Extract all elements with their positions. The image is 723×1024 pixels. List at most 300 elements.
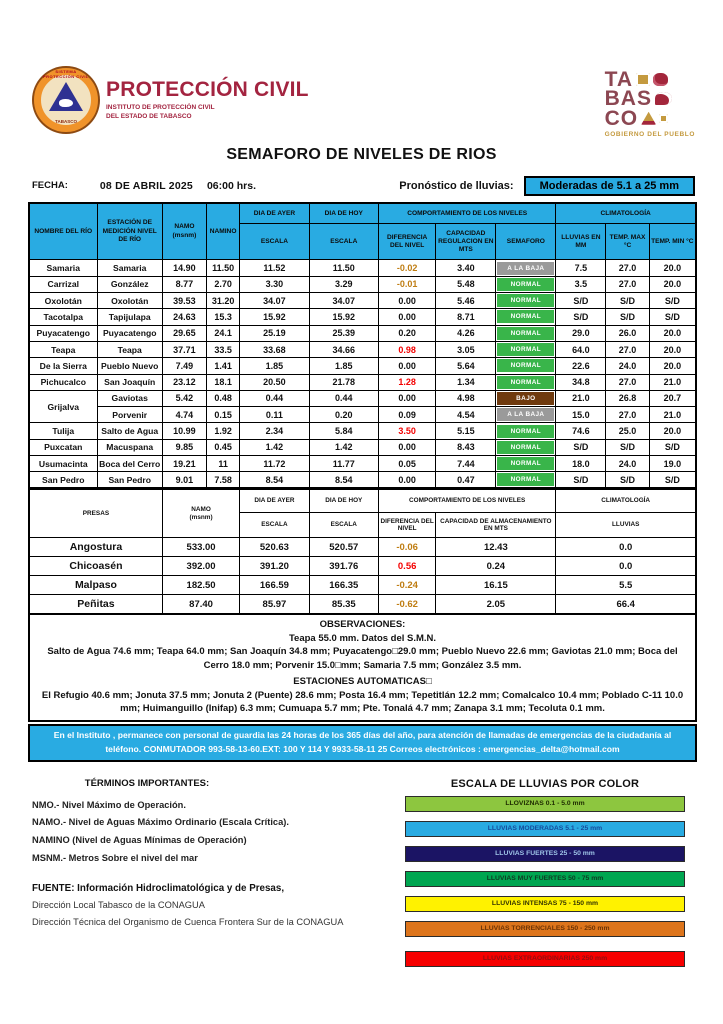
lluvias-value: 21.0 <box>556 390 606 406</box>
semaforo-badge: A LA BAJA <box>497 262 554 275</box>
station-name: Teapa <box>97 341 162 357</box>
presa-escala-ayer-value: 166.59 <box>240 576 309 595</box>
presa-row <box>29 595 696 614</box>
presa-escala-hoy-value: 391.76 <box>309 557 378 576</box>
org-subtitle-line1: INSTITUTO DE PROTECCIÓN CIVIL <box>106 104 215 111</box>
namo-value: 4.74 <box>162 407 206 423</box>
temp-min-value: S/D <box>649 293 696 309</box>
presa-row <box>29 557 696 576</box>
fecha-label: FECHA: <box>32 180 68 192</box>
river-row <box>29 472 696 489</box>
namo-value: 19.21 <box>162 456 206 472</box>
lluvias-value: 29.0 <box>556 325 606 341</box>
org-subtitle <box>106 104 309 122</box>
namino-value: 1.92 <box>206 423 239 439</box>
org-subtitle-line2: DEL ESTADO DE TABASCO <box>106 112 192 120</box>
presa-name: Peñitas <box>29 595 162 614</box>
capacidad-value: 4.26 <box>436 325 496 341</box>
presa-lluvias-value: 0.0 <box>556 538 696 557</box>
presa-lluvias-value: 66.4 <box>556 595 696 614</box>
river-name: Samaria <box>29 260 97 276</box>
semaforo-status-badge <box>496 341 556 357</box>
diferencia-value: 3.50 <box>378 423 435 439</box>
escala-bar-fuertes: LLUVIAS FUERTES 25 - 50 mm <box>405 846 685 862</box>
seal-top-text: SISTEMA PROTECCIÓN CIVIL <box>42 69 89 79</box>
col-temp-min: TEMP. MIN °C <box>649 224 696 260</box>
presa-capacidad-value: 16.15 <box>436 576 556 595</box>
escala-ayer-value: 34.07 <box>240 293 309 309</box>
temp-min-value: 20.7 <box>649 390 696 406</box>
header <box>0 0 723 138</box>
lluvias-value: S/D <box>556 309 606 325</box>
capacidad-value: 5.64 <box>436 358 496 374</box>
semaforo-badge: NORMAL <box>497 457 554 470</box>
namino-value: 0.15 <box>206 407 239 423</box>
temp-max-value: 27.0 <box>606 260 649 276</box>
temp-min-value: 20.0 <box>649 341 696 357</box>
col-presas-comportamiento: COMPORTAMIENTO DE LOS NIVELES <box>378 490 555 513</box>
col-presas: PRESAS <box>29 490 162 538</box>
station-name: González <box>97 276 162 292</box>
escala-ayer-value: 33.68 <box>240 341 309 357</box>
semaforo-status-badge <box>496 407 556 423</box>
capacidad-value: 3.40 <box>436 260 496 276</box>
col-estacion: ESTACIÓN DE MEDICIÓN NIVEL DE RÍO <box>97 203 162 260</box>
seal-emblem-icon <box>59 99 73 107</box>
semaforo-status-badge <box>496 390 556 406</box>
semaforo-status-badge <box>496 472 556 489</box>
temp-max-value: S/D <box>606 309 649 325</box>
namino-value: 7.58 <box>206 472 239 489</box>
namo-value: 8.77 <box>162 276 206 292</box>
escala-ayer-value: 25.19 <box>240 325 309 341</box>
river-row <box>29 260 696 276</box>
capacidad-value: 4.54 <box>436 407 496 423</box>
river-name: Carrizal <box>29 276 97 292</box>
river-row <box>29 325 696 341</box>
namo-value: 24.63 <box>162 309 206 325</box>
escala-hoy-value: 25.39 <box>309 325 378 341</box>
escala-ayer-value: 3.30 <box>240 276 309 292</box>
col-capacidad: CAPACIDAD REGULACION EN MTS <box>436 224 496 260</box>
presa-capacidad-value: 0.24 <box>436 557 556 576</box>
lluvias-value: S/D <box>556 293 606 309</box>
river-name: Tulija <box>29 423 97 439</box>
namino-value: 24.1 <box>206 325 239 341</box>
river-name: Oxolotán <box>29 293 97 309</box>
station-name: Puyacatengo <box>97 325 162 341</box>
rivers-table-header <box>29 203 696 260</box>
semaforo-badge: NORMAL <box>497 441 554 454</box>
semaforo-status-badge <box>496 325 556 341</box>
temp-min-value: 19.0 <box>649 456 696 472</box>
escala-hoy-value: 34.66 <box>309 341 378 357</box>
semaforo-badge: NORMAL <box>497 376 554 389</box>
lluvias-value: 22.6 <box>556 358 606 374</box>
col-presas-escala-hoy: ESCALA <box>309 513 378 538</box>
org-text <box>106 68 309 122</box>
presa-diferencia-value: -0.06 <box>378 538 435 557</box>
namo-value: 29.65 <box>162 325 206 341</box>
presas-namo-line1: NAMO <box>191 506 211 514</box>
temp-min-value: 21.0 <box>649 407 696 423</box>
bottom-section <box>32 778 695 976</box>
escala-ayer-value: 1.85 <box>240 358 309 374</box>
diferencia-value: 0.05 <box>378 456 435 472</box>
capacidad-value: 5.46 <box>436 293 496 309</box>
namino-value: 0.45 <box>206 439 239 455</box>
semaforo-status-badge <box>496 309 556 325</box>
temp-min-value: 20.0 <box>649 276 696 292</box>
observaciones-line2: Salto de Agua 74.6 mm; Teapa 64.0 mm; San Joaquín 34.8 mm; Puyacatengo□29.0 mm; Pueblo Nuevo 22.6 mm; Gaviotas 21.0 mm; Boca del Cerro 18.0 mm; Porvenir 15.0□mm; Samaria 7.5 mm; González 3.5 mm. <box>47 646 678 672</box>
tabasco-word-line3: CO <box>604 106 639 130</box>
col-escala-ayer: ESCALA <box>240 224 309 260</box>
presa-row <box>29 538 696 557</box>
river-row <box>29 407 696 423</box>
col-presas-capacidad: CAPACIDAD DE ALMACENAMIENTO EN MTS <box>436 513 556 538</box>
diferencia-value: 0.00 <box>378 358 435 374</box>
river-row <box>29 374 696 390</box>
escala-ayer-value: 0.44 <box>240 390 309 406</box>
temp-min-value: 20.0 <box>649 325 696 341</box>
capacidad-value: 3.05 <box>436 341 496 357</box>
semaforo-status-badge <box>496 276 556 292</box>
col-presas-diferencia: DIFERENCIA DEL NIVEL <box>378 513 435 538</box>
diferencia-value: 0.00 <box>378 439 435 455</box>
semaforo-badge: A LA BAJA <box>497 408 554 421</box>
diferencia-value: -0.01 <box>378 276 435 292</box>
semaforo-badge: NORMAL <box>497 473 554 486</box>
escala-ayer-value: 15.92 <box>240 309 309 325</box>
escala-bar-lloviznas: LLOVIZNAS 0.1 - 5.0 mm <box>405 796 685 812</box>
presa-name: Angostura <box>29 538 162 557</box>
escala-hoy-value: 5.84 <box>309 423 378 439</box>
col-climatologia: CLIMATOLOGÍA <box>556 203 696 224</box>
tabasco-word-line2: BAS <box>604 87 652 111</box>
presa-name: Chicoasén <box>29 557 162 576</box>
temp-min-value: 20.0 <box>649 260 696 276</box>
escala-hoy-value: 11.77 <box>309 456 378 472</box>
temp-max-value: S/D <box>606 293 649 309</box>
capacidad-value: 5.48 <box>436 276 496 292</box>
estaciones-title: ESTACIONES AUTOMATICAS□ <box>293 675 432 687</box>
capacidad-value: 7.44 <box>436 456 496 472</box>
river-name: Teapa <box>29 341 97 357</box>
col-presas-ayer: DIA DE AYER <box>240 490 309 513</box>
hora-value: 06:00 hrs. <box>206 179 256 192</box>
escala-hoy-value: 15.92 <box>309 309 378 325</box>
presa-capacidad-value: 2.05 <box>436 595 556 614</box>
page-title: SEMAFORO DE NIVELES DE RIOS <box>226 145 497 163</box>
lluvias-value: S/D <box>556 472 606 489</box>
namino-value: 0.48 <box>206 390 239 406</box>
gold-pattern-small-icon <box>659 114 668 123</box>
lluvias-value: 64.0 <box>556 341 606 357</box>
fuente-line2: Dirección Local Tabasco de la CONAGUA <box>32 900 205 911</box>
diferencia-value: -0.02 <box>378 260 435 276</box>
presa-namo-value: 182.50 <box>162 576 239 595</box>
presa-diferencia-value: 0.56 <box>378 557 435 576</box>
tabasco-logo <box>605 68 695 138</box>
semaforo-status-badge <box>496 439 556 455</box>
termino-namino: NAMINO (Nivel de Aguas Mínimas de Operación) <box>32 834 247 845</box>
river-row <box>29 423 696 439</box>
observaciones-title: OBSERVACIONES: <box>319 618 406 630</box>
semaforo-badge: NORMAL <box>497 294 554 307</box>
namo-value: 5.42 <box>162 390 206 406</box>
semaforo-badge: NORMAL <box>497 359 554 372</box>
col-escala-hoy: ESCALA <box>309 224 378 260</box>
lluvias-value: 3.5 <box>556 276 606 292</box>
temp-max-value: 27.0 <box>606 276 649 292</box>
col-dia-ayer: DIA DE AYER <box>240 203 309 224</box>
escala-bar-intensas: LLUVIAS INTENSAS 75 - 150 mm <box>405 896 685 912</box>
temp-max-value: 24.0 <box>606 456 649 472</box>
lluvias-value: S/D <box>556 439 606 455</box>
escala-hoy-value: 21.78 <box>309 374 378 390</box>
station-name: Gaviotas <box>97 390 162 406</box>
col-temp-max: TEMP. MAX °C <box>606 224 649 260</box>
temp-max-value: 27.0 <box>606 407 649 423</box>
termino-nmo: NMO.- Nivel Máximo de Operación. <box>32 799 186 810</box>
date-row <box>32 176 695 196</box>
presa-lluvias-value: 0.0 <box>556 557 696 576</box>
capacidad-value: 4.98 <box>436 390 496 406</box>
lluvias-value: 34.8 <box>556 374 606 390</box>
river-name: Tacotalpa <box>29 309 97 325</box>
semaforo-status-badge <box>496 456 556 472</box>
river-name: De la Sierra <box>29 358 97 374</box>
escala-ayer-value: 20.50 <box>240 374 309 390</box>
presa-escala-hoy-value: 520.57 <box>309 538 378 557</box>
proteccion-civil-seal-logo <box>34 68 98 132</box>
namino-value: 1.41 <box>206 358 239 374</box>
pronostico-label: Pronóstico de lluvias: <box>399 179 514 192</box>
col-presas-escala-ayer: ESCALA <box>240 513 309 538</box>
escala-hoy-value: 1.42 <box>309 439 378 455</box>
escala-ayer-value: 8.54 <box>240 472 309 489</box>
river-name: San Pedro <box>29 472 97 489</box>
escala-hoy-value: 1.85 <box>309 358 378 374</box>
namo-value: 39.53 <box>162 293 206 309</box>
presa-namo-value: 87.40 <box>162 595 239 614</box>
terminos-block <box>32 778 392 976</box>
col-nombre: NOMBRE DEL RÍO <box>29 203 97 260</box>
river-row <box>29 309 696 325</box>
col-lluvias: LLUVIAS EN MM <box>556 224 606 260</box>
presa-row <box>29 576 696 595</box>
escala-bar-moderadas: LLUVIAS MODERADAS 5.1 - 25 mm <box>405 821 685 837</box>
diferencia-value: 1.28 <box>378 374 435 390</box>
river-row <box>29 439 696 455</box>
diferencia-value: 0.00 <box>378 293 435 309</box>
proteccion-civil-brand <box>34 68 309 132</box>
diferencia-value: 0.20 <box>378 325 435 341</box>
col-presas-namo <box>162 490 239 538</box>
river-name: Puyacatengo <box>29 325 97 341</box>
escala-ayer-value: 11.72 <box>240 456 309 472</box>
escala-ayer-value: 0.11 <box>240 407 309 423</box>
station-name: Pueblo Nuevo <box>97 358 162 374</box>
escala-title: ESCALA DE LLUVIAS POR COLOR <box>450 777 640 790</box>
namo-value: 14.90 <box>162 260 206 276</box>
semaforo-badge: NORMAL <box>497 343 554 356</box>
presa-namo-value: 392.00 <box>162 557 239 576</box>
red-swirl-icon <box>655 92 672 105</box>
lluvias-value: 7.5 <box>556 260 606 276</box>
presa-escala-hoy-value: 166.35 <box>309 576 378 595</box>
river-row <box>29 293 696 309</box>
temp-max-value: 27.0 <box>606 341 649 357</box>
gold-pattern-icon <box>636 73 650 86</box>
presa-escala-ayer-value: 391.20 <box>240 557 309 576</box>
namo-value: 10.99 <box>162 423 206 439</box>
escala-ayer-value: 1.42 <box>240 439 309 455</box>
presa-escala-hoy-value: 85.35 <box>309 595 378 614</box>
presa-diferencia-value: -0.24 <box>378 576 435 595</box>
namo-value: 37.71 <box>162 341 206 357</box>
river-row <box>29 341 696 357</box>
rivers-table <box>28 202 697 489</box>
river-row <box>29 456 696 472</box>
escala-bar-torrenciales: LLUVIAS TORRENCIALES 150 - 250 mm <box>405 921 685 937</box>
namino-value: 2.70 <box>206 276 239 292</box>
namino-value: 18.1 <box>206 374 239 390</box>
semaforo-status-badge <box>496 358 556 374</box>
semaforo-badge: NORMAL <box>497 278 554 291</box>
station-name: Boca del Cerro <box>97 456 162 472</box>
capacidad-value: 1.34 <box>436 374 496 390</box>
semaforo-badge: NORMAL <box>497 310 554 323</box>
capacidad-value: 0.47 <box>436 472 496 489</box>
escala-bar-muy-fuertes: LLUVIAS MUY FUERTES 50 - 75 mm <box>405 871 685 887</box>
river-name: Grijalva <box>29 390 97 423</box>
temp-max-value: S/D <box>606 472 649 489</box>
col-presas-lluvias: LLUVIAS <box>556 513 696 538</box>
col-namino: NAMINO <box>206 203 239 260</box>
temp-max-value: 27.0 <box>606 374 649 390</box>
pronostico-value-box: Moderadas de 5.1 a 25 mm <box>524 176 695 196</box>
diferencia-value: 0.00 <box>378 390 435 406</box>
observaciones-box <box>28 615 697 722</box>
presa-escala-ayer-value: 520.63 <box>240 538 309 557</box>
river-name: Puxcatan <box>29 439 97 455</box>
presa-capacidad-value: 12.43 <box>436 538 556 557</box>
termino-msnm: MSNM.- Metros Sobre el nivel del mar <box>32 852 198 863</box>
escala-hoy-value: 3.29 <box>309 276 378 292</box>
observaciones-line1: Teapa 55.0 mm. Datos del S.M.N. <box>288 632 437 644</box>
namo-value: 9.85 <box>162 439 206 455</box>
presa-escala-ayer-value: 85.97 <box>240 595 309 614</box>
temp-min-value: 20.0 <box>649 423 696 439</box>
semaforo-badge: NORMAL <box>497 425 554 438</box>
tabasco-tagline: GOBIERNO DEL PUEBLO <box>604 130 695 138</box>
escala-ayer-value: 11.52 <box>240 260 309 276</box>
fuente-line1: FUENTE: Información Hidroclimatológica y de Presas, <box>32 882 285 894</box>
lluvias-value: 18.0 <box>556 456 606 472</box>
namino-value: 11 <box>206 456 239 472</box>
diferencia-value: 0.09 <box>378 407 435 423</box>
escala-hoy-value: 0.20 <box>309 407 378 423</box>
capacidad-value: 8.43 <box>436 439 496 455</box>
semaforo-status-badge <box>496 260 556 276</box>
presa-namo-value: 533.00 <box>162 538 239 557</box>
namino-value: 11.50 <box>206 260 239 276</box>
temp-max-value: S/D <box>606 439 649 455</box>
temp-min-value: S/D <box>649 472 696 489</box>
river-name: Usumacinta <box>29 456 97 472</box>
presas-namo-line2: (msnm) <box>189 513 213 521</box>
semaforo-status-badge <box>496 423 556 439</box>
station-name: San Pedro <box>97 472 162 489</box>
station-name: Porvenir <box>97 407 162 423</box>
temp-min-value: 21.0 <box>649 374 696 390</box>
escala-hoy-value: 8.54 <box>309 472 378 489</box>
namino-value: 31.20 <box>206 293 239 309</box>
semaforo-status-badge <box>496 374 556 390</box>
escala-bar-extraordinarias: LLUVIAS EXTRAORDINARIAS 250 mm <box>405 951 685 967</box>
semaforo-badge: NORMAL <box>497 327 554 340</box>
station-name: San Joaquín <box>97 374 162 390</box>
presa-name: Malpaso <box>29 576 162 595</box>
temp-min-value: S/D <box>649 439 696 455</box>
presas-table-header <box>29 490 696 538</box>
col-presas-climatologia: CLIMATOLOGÍA <box>556 490 696 513</box>
terminos-title: TÉRMINOS IMPORTANTES: <box>84 777 210 789</box>
river-row <box>29 276 696 292</box>
tabasco-word-line1: TA <box>604 68 634 91</box>
temp-max-value: 26.0 <box>606 325 649 341</box>
presas-table <box>28 489 697 615</box>
namino-value: 33.5 <box>206 341 239 357</box>
lluvias-value: 15.0 <box>556 407 606 423</box>
escala-hoy-value: 11.50 <box>309 260 378 276</box>
station-name: Tapijulapa <box>97 309 162 325</box>
pyramid-icon <box>641 112 656 125</box>
col-namo: NAMO (msnm) <box>162 203 206 260</box>
escala-hoy-value: 34.07 <box>309 293 378 309</box>
escala-ayer-value: 2.34 <box>240 423 309 439</box>
river-row <box>29 358 696 374</box>
org-title: PROTECCIÓN CIVIL <box>106 78 309 101</box>
col-presas-hoy: DIA DE HOY <box>309 490 378 513</box>
capacidad-value: 8.71 <box>436 309 496 325</box>
namino-value: 15.3 <box>206 309 239 325</box>
col-comportamiento: COMPORTAMIENTO DE LOS NIVELES <box>378 203 555 224</box>
namo-value: 7.49 <box>162 358 206 374</box>
temp-min-value: 20.0 <box>649 358 696 374</box>
termino-namo: NAMO.- Nivel de Aguas Máximo Ordinario (Escala Crítica). <box>32 817 289 828</box>
presa-diferencia-value: -0.62 <box>378 595 435 614</box>
lluvias-value: 74.6 <box>556 423 606 439</box>
red-stamp-icon <box>653 73 668 86</box>
semaforo-badge: BAJO <box>497 392 554 405</box>
station-name: Macuspana <box>97 439 162 455</box>
capacidad-value: 5.15 <box>436 423 496 439</box>
namo-value: 9.01 <box>162 472 206 489</box>
col-semaforo: SEMAFORO <box>496 224 556 260</box>
escala-hoy-value: 0.44 <box>309 390 378 406</box>
temp-max-value: 24.0 <box>606 358 649 374</box>
namo-value: 23.12 <box>162 374 206 390</box>
diferencia-value: 0.00 <box>378 309 435 325</box>
temp-max-value: 26.8 <box>606 390 649 406</box>
seal-bottom-text: TABASCO <box>55 119 77 124</box>
temp-max-value: 25.0 <box>606 423 649 439</box>
fuente-line3: Dirección Técnica del Organismo de Cuenca Frontera Sur de la CONAGUA <box>32 917 344 928</box>
fecha-value: 08 DE ABRIL 2025 <box>99 179 193 192</box>
river-row <box>29 390 696 406</box>
